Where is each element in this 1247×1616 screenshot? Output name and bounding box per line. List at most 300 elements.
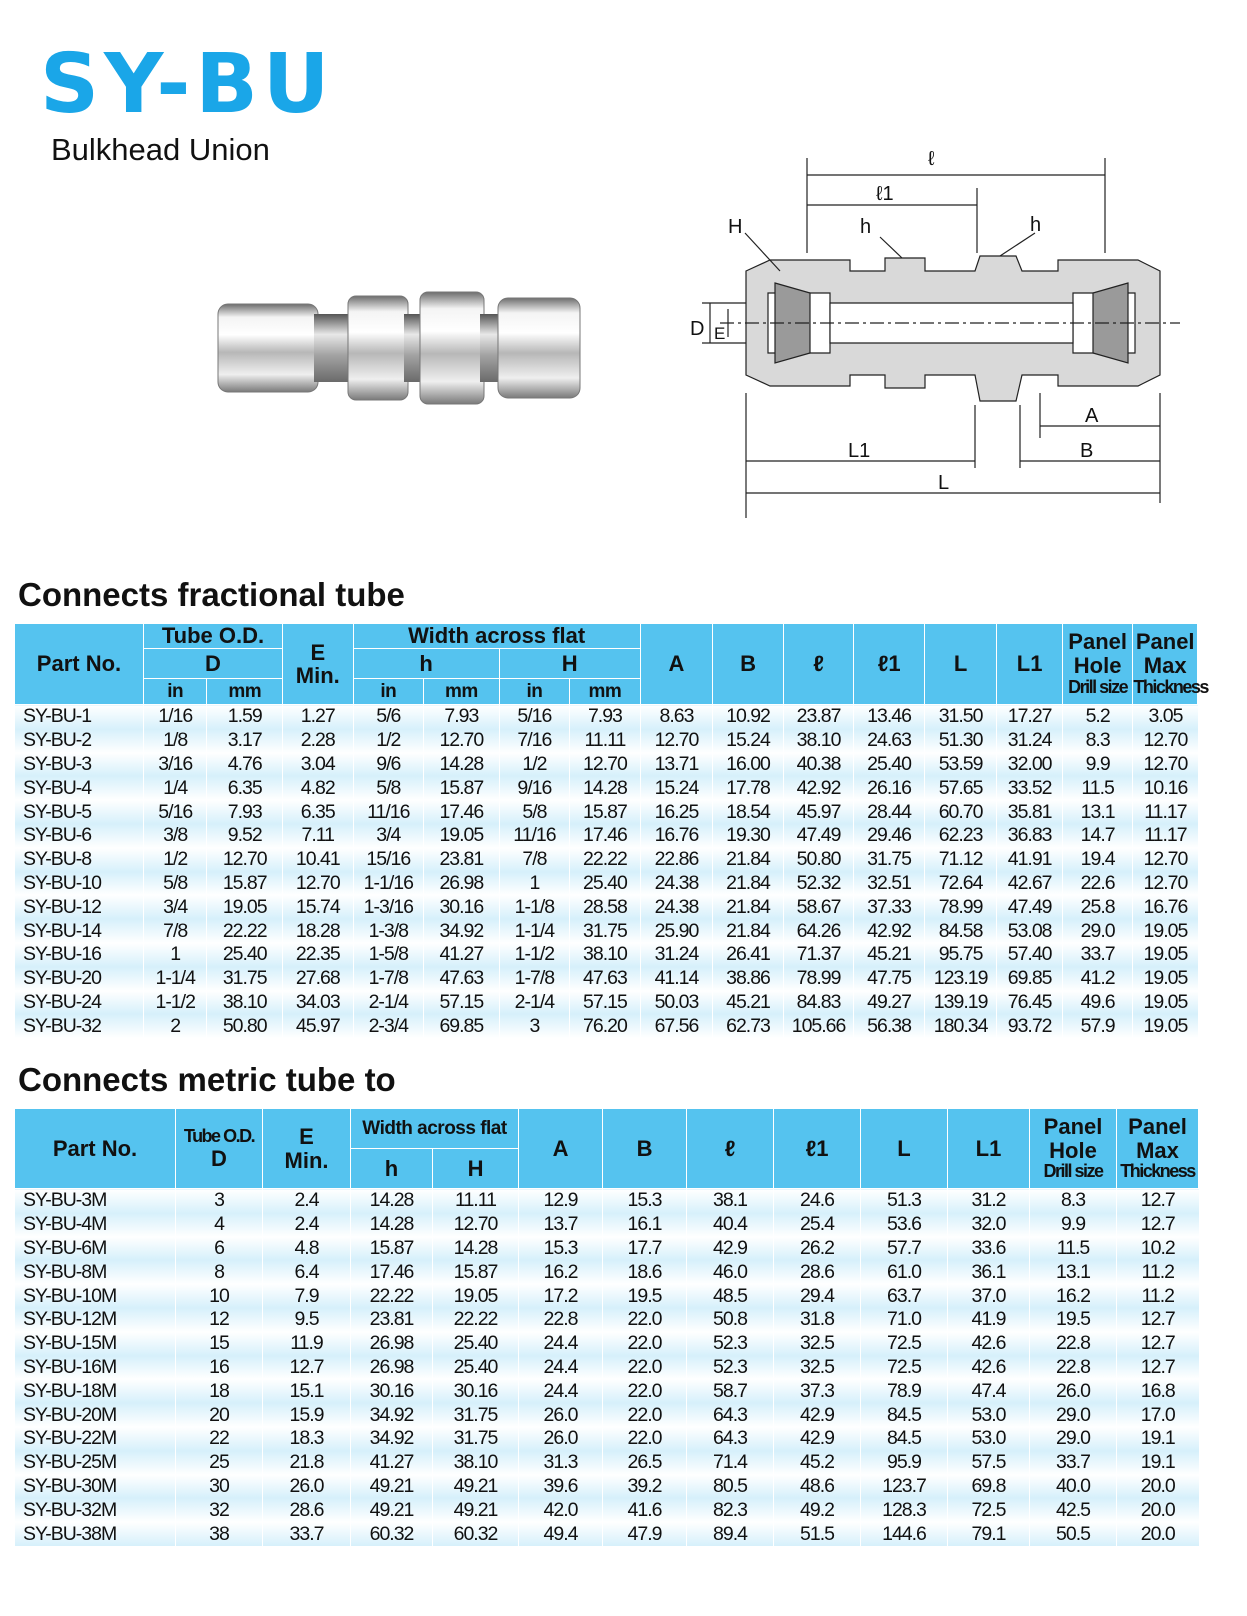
table-cell: 52.3 <box>687 1332 774 1356</box>
table-cell: 40.0 <box>1030 1475 1117 1499</box>
table-cell: 1-3/8 <box>353 919 424 943</box>
table-cell: 47.9 <box>603 1522 687 1546</box>
table-cell: 10.41 <box>283 848 354 872</box>
header-h-big: H <box>499 649 640 679</box>
table-cell: 84.58 <box>924 919 997 943</box>
table-cell: 26.98 <box>424 872 500 896</box>
table-cell: 67.56 <box>640 1014 713 1038</box>
table-cell: 71.0 <box>861 1308 948 1332</box>
table-cell: 22.8 <box>1030 1356 1117 1380</box>
table-cell: 27.68 <box>283 967 354 991</box>
table-cell: 22 <box>176 1427 263 1451</box>
table-cell: 60.70 <box>924 800 997 824</box>
table-cell: 19.05 <box>424 824 500 848</box>
table-cell: 22.0 <box>603 1356 687 1380</box>
table-cell: 16.2 <box>519 1260 603 1284</box>
table-cell: 28.6 <box>774 1260 861 1284</box>
part-number-cell: SY-BU-10 <box>15 872 144 896</box>
table-cell: 22.0 <box>603 1379 687 1403</box>
table-cell: 13.46 <box>854 705 925 729</box>
table-cell: 2-3/4 <box>353 1014 424 1038</box>
table-cell: 38.1 <box>687 1189 774 1213</box>
metric-spec-table <box>14 1108 1199 1546</box>
table-cell: 12.70 <box>283 872 354 896</box>
header-od-mm: mm <box>207 679 283 705</box>
table-cell: 25.40 <box>570 872 641 896</box>
metric-header-width-across-flat: Width across flat <box>351 1109 519 1149</box>
header-H-mm: mm <box>570 679 641 705</box>
header-L: L <box>924 624 997 705</box>
table-row <box>15 729 1198 753</box>
header-B: B <box>713 624 784 705</box>
table-cell: 26.98 <box>351 1356 433 1380</box>
table-cell: 31.75 <box>433 1403 519 1427</box>
table-cell: 31.2 <box>948 1189 1030 1213</box>
table-cell: 10.2 <box>1117 1237 1199 1261</box>
table-cell: 50.5 <box>1030 1522 1117 1546</box>
table-cell: 47.75 <box>854 967 925 991</box>
table-cell: 29.0 <box>1062 919 1133 943</box>
table-cell: 37.33 <box>854 895 925 919</box>
table-cell: 11.5 <box>1062 776 1133 800</box>
table-cell: 82.3 <box>687 1498 774 1522</box>
table-cell: 19.1 <box>1117 1427 1199 1451</box>
table-row <box>15 991 1198 1015</box>
metric-heading: Connects metric tube to <box>18 1061 396 1098</box>
table-cell: 12.70 <box>1133 848 1198 872</box>
table-cell: 2.4 <box>263 1213 351 1237</box>
table-row <box>15 1189 1199 1213</box>
table-row <box>15 919 1198 943</box>
table-cell: 19.05 <box>207 895 283 919</box>
table-cell: 57.7 <box>861 1237 948 1261</box>
table-cell: 19.05 <box>1133 1014 1198 1038</box>
header-e-min <box>283 624 354 705</box>
table-cell: 33.7 <box>1062 943 1133 967</box>
table-cell: 58.7 <box>687 1379 774 1403</box>
table-cell: 7.93 <box>570 705 641 729</box>
header-A: A <box>640 624 713 705</box>
table-cell: 13.1 <box>1062 800 1133 824</box>
table-cell: 1.27 <box>283 705 354 729</box>
header-H-in: in <box>499 679 570 705</box>
table-cell: 3.04 <box>283 753 354 777</box>
table-row <box>15 1356 1199 1380</box>
header-min: Min. <box>295 663 340 688</box>
table-cell: 42.67 <box>997 872 1062 896</box>
table-cell: 15.87 <box>570 800 641 824</box>
table-cell: 24.38 <box>640 895 713 919</box>
table-cell: 18.6 <box>603 1260 687 1284</box>
table-cell: 25.90 <box>640 919 713 943</box>
table-cell: 19.5 <box>1030 1308 1117 1332</box>
table-cell: 19.05 <box>433 1284 519 1308</box>
part-number-cell: SY-BU-5 <box>15 800 144 824</box>
table-cell: 14.28 <box>433 1237 519 1261</box>
table-cell: 95.75 <box>924 943 997 967</box>
table-cell: 20.0 <box>1117 1475 1199 1499</box>
table-cell: 8.3 <box>1062 729 1133 753</box>
table-cell: 1/16 <box>143 705 206 729</box>
table-row <box>15 848 1198 872</box>
header-panel-max-1: Panel <box>1135 629 1195 655</box>
table-cell: 3/4 <box>143 895 206 919</box>
table-cell: 2.28 <box>283 729 354 753</box>
table-cell: 19.05 <box>1133 967 1198 991</box>
table-cell: 8.3 <box>1030 1189 1117 1213</box>
part-number-cell: SY-BU-20M <box>15 1403 176 1427</box>
table-cell: 31.75 <box>433 1427 519 1451</box>
table-cell: 22.86 <box>640 848 713 872</box>
table-cell: 18.54 <box>713 800 784 824</box>
table-cell: 15.9 <box>263 1403 351 1427</box>
table-cell: 78.99 <box>783 967 854 991</box>
table-row <box>15 1379 1199 1403</box>
table-cell: 3.17 <box>207 729 283 753</box>
header-tube-od: Tube O.D. <box>143 624 282 649</box>
table-cell: 123.7 <box>861 1475 948 1499</box>
header-panel-hole-3: Drill size <box>1068 676 1128 697</box>
table-cell: 49.21 <box>433 1475 519 1499</box>
table-cell: 33.7 <box>263 1522 351 1546</box>
header-width-across-flat: Width across flat <box>353 624 640 649</box>
table-cell: 144.6 <box>861 1522 948 1546</box>
table-cell: 1-1/16 <box>353 872 424 896</box>
part-number-cell: SY-BU-10M <box>15 1284 176 1308</box>
table-cell: 12.70 <box>640 729 713 753</box>
table-cell: 11/16 <box>353 800 424 824</box>
table-cell: 12.70 <box>570 753 641 777</box>
table-cell: 62.23 <box>924 824 997 848</box>
table-cell: 42.5 <box>1030 1498 1117 1522</box>
table-cell: 32 <box>176 1498 263 1522</box>
table-cell: 11.17 <box>1133 824 1198 848</box>
metric-header-tube-od-d: D <box>211 1145 227 1171</box>
table-row <box>15 705 1198 729</box>
table-cell: 3 <box>499 1014 570 1038</box>
table-row <box>15 776 1198 800</box>
metric-header-part-no: Part No. <box>15 1109 176 1189</box>
table-cell: 33.52 <box>997 776 1062 800</box>
table-cell: 76.45 <box>997 991 1062 1015</box>
metric-header-l: ℓ <box>687 1109 774 1189</box>
part-number-cell: SY-BU-14 <box>15 919 144 943</box>
table-cell: 30.16 <box>424 895 500 919</box>
table-cell: 5/8 <box>143 872 206 896</box>
metric-header-panel-hole-3: Drill size <box>1043 1161 1103 1182</box>
table-row <box>15 1403 1199 1427</box>
table-cell: 57.40 <box>997 943 1062 967</box>
table-cell: 50.80 <box>207 1014 283 1038</box>
table-cell: 21.84 <box>713 895 784 919</box>
table-cell: 78.99 <box>924 895 997 919</box>
table-cell: 16.00 <box>713 753 784 777</box>
header-panel-max-3: Thickness <box>1133 676 1208 697</box>
table-cell: 1 <box>499 872 570 896</box>
page-subtitle: Bulkhead Union <box>51 132 270 167</box>
table-cell: 15.87 <box>351 1237 433 1261</box>
table-cell: 32.00 <box>997 753 1062 777</box>
table-cell: 29.4 <box>774 1284 861 1308</box>
table-cell: 41.6 <box>603 1498 687 1522</box>
table-cell: 18.3 <box>263 1427 351 1451</box>
table-cell: 7.93 <box>424 705 500 729</box>
table-row <box>15 1451 1199 1475</box>
table-cell: 20.0 <box>1117 1522 1199 1546</box>
table-cell: 1/8 <box>143 729 206 753</box>
table-cell: 22.22 <box>433 1308 519 1332</box>
table-row <box>15 1308 1199 1332</box>
table-cell: 23.81 <box>424 848 500 872</box>
table-cell: 26.98 <box>351 1332 433 1356</box>
table-cell: 45.21 <box>854 943 925 967</box>
table-cell: 1 <box>143 943 206 967</box>
table-cell: 34.92 <box>424 919 500 943</box>
part-number-cell: SY-BU-18M <box>15 1379 176 1403</box>
table-cell: 31.8 <box>774 1308 861 1332</box>
table-row <box>15 824 1198 848</box>
table-cell: 64.26 <box>783 919 854 943</box>
table-cell: 2 <box>143 1014 206 1038</box>
table-cell: 28.6 <box>263 1498 351 1522</box>
table-cell: 69.85 <box>997 967 1062 991</box>
table-cell: 26.0 <box>1030 1379 1117 1403</box>
table-cell: 21.84 <box>713 872 784 896</box>
table-row <box>15 1284 1199 1308</box>
table-cell: 11.2 <box>1117 1284 1199 1308</box>
table-cell: 47.49 <box>783 824 854 848</box>
table-cell: 180.34 <box>924 1014 997 1038</box>
table-cell: 17.46 <box>424 800 500 824</box>
table-cell: 26.16 <box>854 776 925 800</box>
table-cell: 15.87 <box>433 1260 519 1284</box>
table-cell: 17.7 <box>603 1237 687 1261</box>
table-cell: 11.17 <box>1133 800 1198 824</box>
table-cell: 123.19 <box>924 967 997 991</box>
table-cell: 3/16 <box>143 753 206 777</box>
metric-header-panel-max-1: Panel <box>1128 1113 1187 1139</box>
header-h-small: h <box>353 649 499 679</box>
table-cell: 21.8 <box>263 1451 351 1475</box>
table-cell: 14.28 <box>570 776 641 800</box>
table-cell: 34.92 <box>351 1403 433 1427</box>
table-cell: 31.3 <box>519 1451 603 1475</box>
header-l: ℓ <box>783 624 854 705</box>
table-cell: 84.83 <box>783 991 854 1015</box>
table-row <box>15 1427 1199 1451</box>
table-cell: 15.87 <box>424 776 500 800</box>
table-cell: 22.0 <box>603 1332 687 1356</box>
table-cell: 19.1 <box>1117 1451 1199 1475</box>
table-cell: 19.05 <box>1133 919 1198 943</box>
table-cell: 11.9 <box>263 1332 351 1356</box>
table-cell: 89.4 <box>687 1522 774 1546</box>
table-cell: 1/2 <box>143 848 206 872</box>
table-cell: 5/8 <box>499 800 570 824</box>
table-cell: 78.9 <box>861 1379 948 1403</box>
table-cell: 72.5 <box>861 1356 948 1380</box>
table-cell: 57.15 <box>570 991 641 1015</box>
part-number-cell: SY-BU-2 <box>15 729 144 753</box>
table-cell: 61.0 <box>861 1260 948 1284</box>
part-number-cell: SY-BU-6 <box>15 824 144 848</box>
fractional-spec-table <box>14 623 1208 1038</box>
table-cell: 8.63 <box>640 705 713 729</box>
header-panel-hole-2: Hole <box>1073 653 1122 679</box>
table-cell: 93.72 <box>997 1014 1062 1038</box>
table-cell: 36.83 <box>997 824 1062 848</box>
table-cell: 3.05 <box>1133 705 1198 729</box>
part-number-cell: SY-BU-25M <box>15 1451 176 1475</box>
table-cell: 12.70 <box>1133 872 1198 896</box>
table-cell: 47.63 <box>570 967 641 991</box>
table-cell: 17.46 <box>570 824 641 848</box>
table-cell: 51.30 <box>924 729 997 753</box>
table-cell: 17.27 <box>997 705 1062 729</box>
table-cell: 14.7 <box>1062 824 1133 848</box>
table-cell: 7.93 <box>207 800 283 824</box>
table-cell: 12.70 <box>433 1213 519 1237</box>
table-cell: 57.5 <box>948 1451 1030 1475</box>
table-cell: 76.20 <box>570 1014 641 1038</box>
table-cell: 22.8 <box>1030 1332 1117 1356</box>
table-cell: 42.0 <box>519 1498 603 1522</box>
table-cell: 38.10 <box>783 729 854 753</box>
table-cell: 24.4 <box>519 1379 603 1403</box>
table-row <box>15 895 1198 919</box>
table-cell: 53.59 <box>924 753 997 777</box>
table-cell: 10.92 <box>713 705 784 729</box>
header-panel-max <box>1133 624 1208 705</box>
table-cell: 49.21 <box>433 1498 519 1522</box>
table-cell: 1-1/2 <box>499 943 570 967</box>
table-cell: 15.3 <box>603 1189 687 1213</box>
table-cell: 16.2 <box>1030 1284 1117 1308</box>
table-cell: 13.71 <box>640 753 713 777</box>
metric-header-B: B <box>603 1109 687 1189</box>
header-h-in: in <box>353 679 424 705</box>
table-cell: 31.24 <box>640 943 713 967</box>
table-cell: 28.44 <box>854 800 925 824</box>
dimension-diagram <box>680 143 1220 536</box>
table-cell: 51.3 <box>861 1189 948 1213</box>
table-cell: 38.10 <box>570 943 641 967</box>
table-cell: 49.21 <box>351 1498 433 1522</box>
table-cell: 53.0 <box>948 1403 1030 1427</box>
diagram-label-E: E <box>714 324 726 343</box>
table-cell: 1-1/8 <box>499 895 570 919</box>
table-cell: 11.11 <box>570 729 641 753</box>
table-cell: 47.63 <box>424 967 500 991</box>
table-cell: 29.0 <box>1030 1403 1117 1427</box>
table-cell: 17.0 <box>1117 1403 1199 1427</box>
part-number-cell: SY-BU-3 <box>15 753 144 777</box>
table-cell: 47.4 <box>948 1379 1030 1403</box>
table-row <box>15 1213 1199 1237</box>
part-number-cell: SY-BU-22M <box>15 1427 176 1451</box>
table-cell: 25.4 <box>774 1213 861 1237</box>
table-cell: 33.6 <box>948 1237 1030 1261</box>
table-cell: 45.97 <box>283 1014 354 1038</box>
table-cell: 7/8 <box>143 919 206 943</box>
table-cell: 13.1 <box>1030 1260 1117 1284</box>
part-number-cell: SY-BU-3M <box>15 1189 176 1213</box>
header-tube-od-d: D <box>143 649 282 679</box>
table-cell: 3 <box>176 1189 263 1213</box>
product-photo <box>218 286 580 410</box>
table-cell: 49.2 <box>774 1498 861 1522</box>
table-cell: 2-1/4 <box>499 991 570 1015</box>
table-cell: 39.6 <box>519 1475 603 1499</box>
table-cell: 16.8 <box>1117 1379 1199 1403</box>
table-cell: 1-1/4 <box>499 919 570 943</box>
table-row <box>15 943 1198 967</box>
table-cell: 26.41 <box>713 943 784 967</box>
table-cell: 69.85 <box>424 1014 500 1038</box>
table-cell: 17.46 <box>351 1260 433 1284</box>
table-cell: 12.70 <box>1133 753 1198 777</box>
table-cell: 50.03 <box>640 991 713 1015</box>
table-cell: 47.49 <box>997 895 1062 919</box>
table-cell: 25.40 <box>854 753 925 777</box>
table-cell: 22.0 <box>603 1308 687 1332</box>
metric-header-panel-hole-1: Panel <box>1043 1113 1103 1139</box>
header-panel-hole <box>1062 624 1133 705</box>
table-cell: 42.6 <box>948 1356 1030 1380</box>
table-cell: 15.1 <box>263 1379 351 1403</box>
table-cell: 9.9 <box>1062 753 1133 777</box>
table-cell: 1.59 <box>207 705 283 729</box>
part-number-cell: SY-BU-8 <box>15 848 144 872</box>
table-cell: 58.67 <box>783 895 854 919</box>
table-cell: 12.7 <box>1117 1332 1199 1356</box>
table-cell: 32.5 <box>774 1332 861 1356</box>
table-cell: 23.87 <box>783 705 854 729</box>
header-panel-hole-1: Panel <box>1068 629 1127 655</box>
table-cell: 69.8 <box>948 1475 1030 1499</box>
table-cell: 1-3/16 <box>353 895 424 919</box>
table-cell: 13.7 <box>519 1213 603 1237</box>
table-cell: 71.12 <box>924 848 997 872</box>
table-cell: 26.2 <box>774 1237 861 1261</box>
table-cell: 45.2 <box>774 1451 861 1475</box>
table-row <box>15 1522 1199 1546</box>
diagram-label-h-left: h <box>860 216 872 238</box>
table-cell: 9.5 <box>263 1308 351 1332</box>
table-cell: 49.6 <box>1062 991 1133 1015</box>
table-cell: 9/6 <box>353 753 424 777</box>
table-cell: 52.3 <box>687 1356 774 1380</box>
table-cell: 2-1/4 <box>353 991 424 1015</box>
table-cell: 22.8 <box>519 1308 603 1332</box>
metric-header-tube-od <box>176 1109 263 1189</box>
diagram-label-l: ℓ <box>928 148 935 170</box>
header-od-in: in <box>143 679 206 705</box>
part-number-cell: SY-BU-12M <box>15 1308 176 1332</box>
table-cell: 19.5 <box>603 1284 687 1308</box>
metric-header-e: E <box>299 1124 314 1150</box>
table-cell: 15.74 <box>283 895 354 919</box>
table-cell: 22.22 <box>351 1284 433 1308</box>
table-cell: 36.1 <box>948 1260 1030 1284</box>
table-cell: 7/8 <box>499 848 570 872</box>
table-cell: 57.9 <box>1062 1014 1133 1038</box>
table-cell: 50.80 <box>783 848 854 872</box>
table-cell: 12.7 <box>1117 1356 1199 1380</box>
table-cell: 5.2 <box>1062 705 1133 729</box>
table-cell: 49.4 <box>519 1522 603 1546</box>
table-cell: 17.78 <box>713 776 784 800</box>
